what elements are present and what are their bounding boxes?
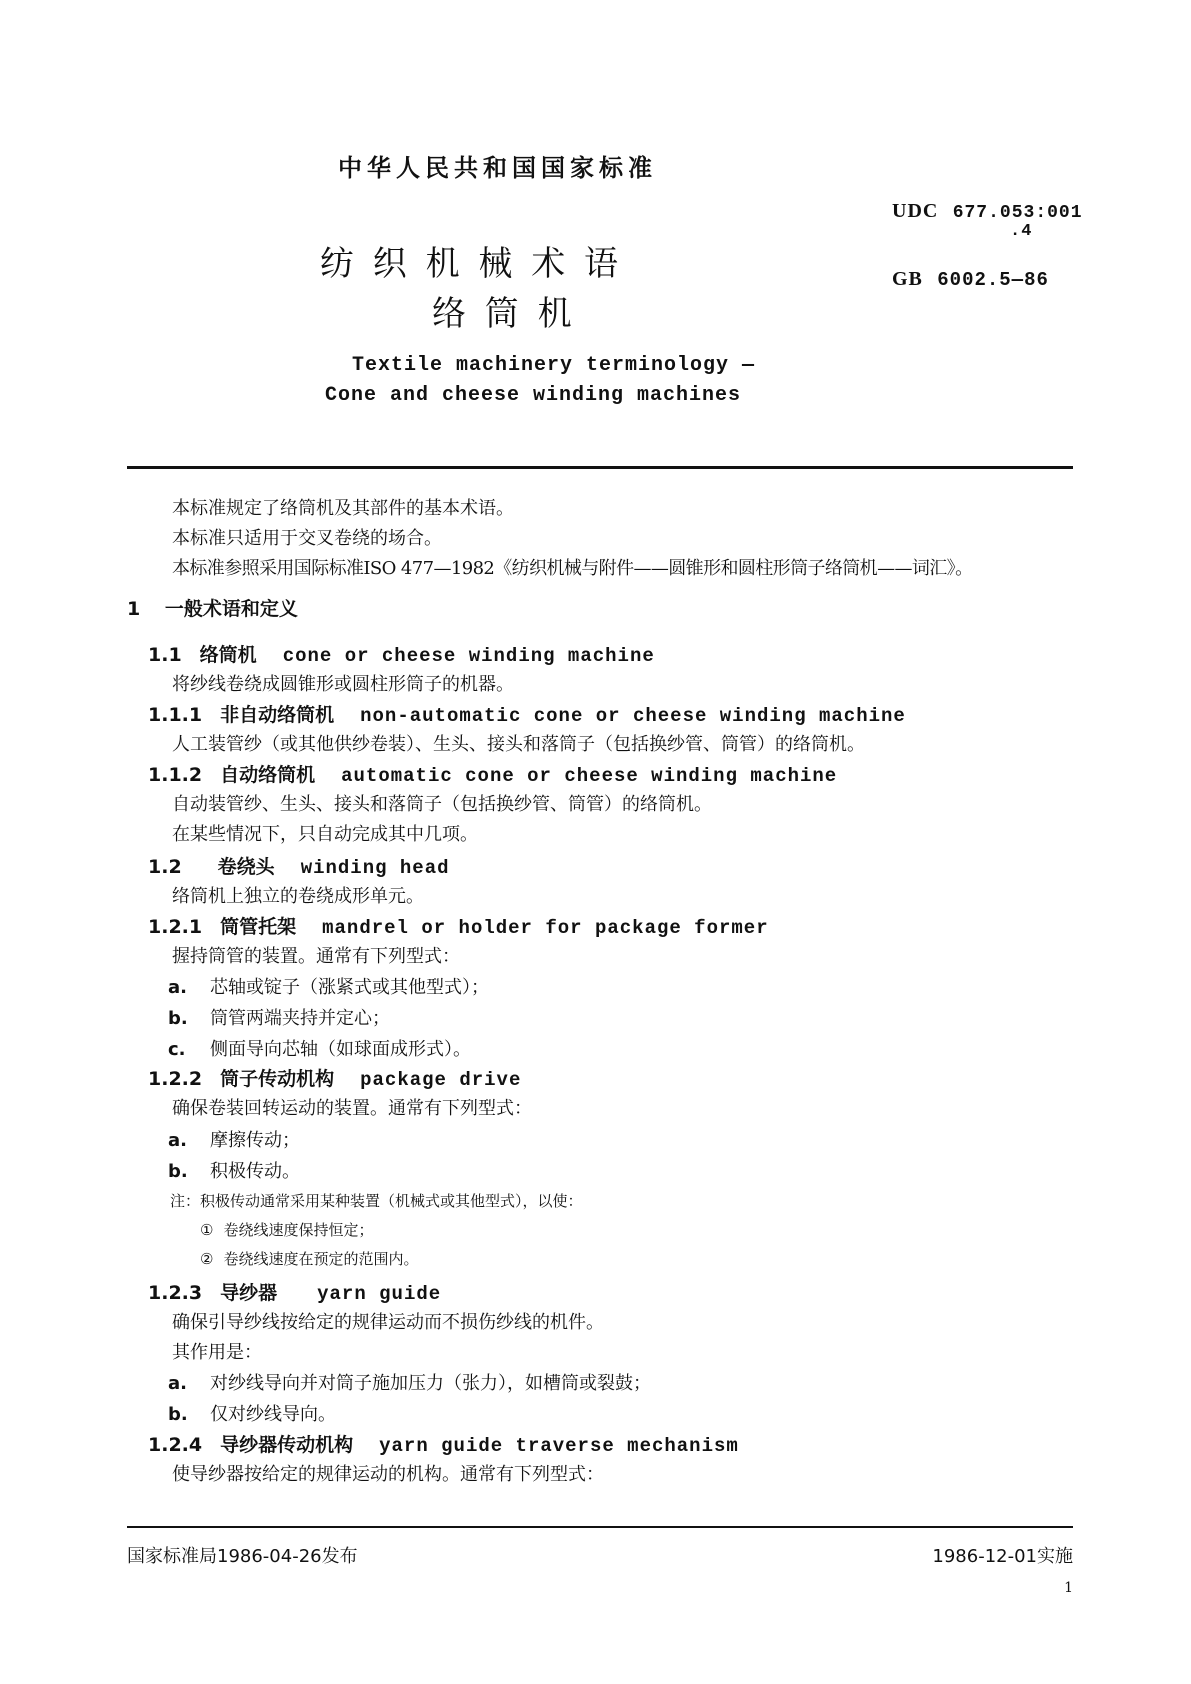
definition: 自动装管纱、生头、接头和落筒子（包括换纱管、筒管）的络筒机。 bbox=[172, 794, 712, 815]
note-text: 卷绕线速度在预定的范围内。 bbox=[223, 1250, 419, 1268]
term-en: package drive bbox=[360, 1069, 522, 1091]
term-en: winding head bbox=[300, 857, 450, 879]
term-number: 1.1.2 bbox=[148, 764, 203, 786]
list-text: 侧面导向芯轴（如球面成形式）。 bbox=[210, 1039, 471, 1060]
udc-label: UDC bbox=[892, 200, 939, 222]
term-1-2-3 bbox=[148, 1278, 441, 1305]
term-1-2-4 bbox=[148, 1430, 739, 1457]
intro-line-3: 本标准参照采用国际标准ISO 477—1982《纺织机械与附件——圆锥形和圆柱形筒子络筒机——词汇》。 bbox=[172, 558, 973, 579]
definition: 确保引导纱线按给定的规律运动而不损伤纱线的机件。 bbox=[172, 1312, 604, 1333]
intro-line-1: 本标准规定了络筒机及其部件的基本术语。 bbox=[172, 498, 514, 519]
term-1-1-1 bbox=[148, 700, 906, 727]
footer-rule bbox=[127, 1526, 1073, 1528]
list-item bbox=[168, 1004, 390, 1030]
gb-number: 6002.5—86 bbox=[937, 269, 1049, 291]
list-letter: b. bbox=[168, 1161, 188, 1182]
gb-label: GB bbox=[892, 268, 923, 290]
list-letter: b. bbox=[168, 1008, 188, 1029]
term-en: yarn guide bbox=[317, 1283, 442, 1305]
term-cn: 非自动络筒机 bbox=[220, 704, 335, 726]
intro-line-2: 本标准只适用于交叉卷绕的场合。 bbox=[172, 528, 442, 549]
list-text: 仅对纱线导向。 bbox=[210, 1404, 336, 1425]
list-letter: a. bbox=[168, 1373, 187, 1394]
definition: 握持筒管的装置。通常有下列型式： bbox=[172, 946, 460, 967]
note-mark: ① bbox=[200, 1221, 214, 1239]
list-letter: b. bbox=[168, 1404, 188, 1425]
definition-note: 其作用是： bbox=[172, 1342, 262, 1363]
list-item bbox=[168, 1126, 300, 1152]
udc-code: 677.053:001 bbox=[952, 203, 1083, 223]
term-number: 1.2.4 bbox=[148, 1434, 203, 1456]
list-text: 芯轴或锭子（涨紧式或其他型式）； bbox=[210, 977, 489, 998]
list-text: 积极传动。 bbox=[210, 1161, 300, 1182]
term-cn: 筒管托架 bbox=[220, 916, 297, 938]
term-en: cone or cheese winding machine bbox=[282, 645, 655, 667]
term-number: 1.2.3 bbox=[148, 1282, 203, 1304]
list-item bbox=[168, 973, 489, 999]
list-item bbox=[168, 1369, 651, 1395]
page-number: 1 bbox=[1064, 1580, 1073, 1596]
note-text: 卷绕线速度保持恒定； bbox=[223, 1221, 374, 1239]
note-mark: ② bbox=[200, 1250, 214, 1268]
term-en: yarn guide traverse mechanism bbox=[379, 1435, 739, 1457]
term-en: automatic cone or cheese winding machine bbox=[341, 765, 838, 787]
section-1-number: 1 bbox=[127, 598, 141, 620]
note-item bbox=[200, 1248, 418, 1269]
term-en: non-automatic cone or cheese winding machine bbox=[360, 705, 906, 727]
term-1-2-1 bbox=[148, 912, 769, 939]
title-en-line1: Textile machinery terminology — bbox=[352, 354, 756, 377]
term-cn: 筒子传动机构 bbox=[220, 1068, 335, 1090]
national-standard-heading: 中华人民共和国国家标准 bbox=[338, 154, 657, 182]
term-en: mandrel or holder for package former bbox=[322, 917, 769, 939]
term-1-2-2 bbox=[148, 1064, 521, 1091]
list-item bbox=[168, 1400, 336, 1426]
term-number: 1.2 bbox=[148, 856, 182, 878]
term-cn: 卷绕头 bbox=[217, 856, 275, 878]
udc-code-suffix: .4 bbox=[1010, 222, 1033, 241]
note: 注：积极传动通常采用某种装置（机械式或其他型式），以使： bbox=[170, 1192, 583, 1210]
effective-date: 1986-12-01实施 bbox=[932, 1546, 1073, 1567]
list-letter: a. bbox=[168, 977, 187, 998]
list-item bbox=[168, 1157, 300, 1183]
term-number: 1.2.1 bbox=[148, 916, 203, 938]
term-cn: 导纱器传动机构 bbox=[220, 1434, 354, 1456]
definition-note: 在某些情况下，只自动完成其中几项。 bbox=[172, 824, 478, 845]
definition: 将纱线卷绕成圆锥形或圆柱形筒子的机器。 bbox=[172, 674, 514, 695]
term-cn: 自动络筒机 bbox=[220, 764, 316, 786]
term-cn: 导纱器 bbox=[220, 1282, 278, 1304]
section-1-title: 一般术语和定义 bbox=[164, 598, 298, 620]
gb-line bbox=[892, 266, 1049, 291]
term-1-1-2 bbox=[148, 760, 837, 787]
definition: 确保卷装回转运动的装置。通常有下列型式： bbox=[172, 1098, 532, 1119]
term-cn: 络筒机 bbox=[199, 644, 257, 666]
term-1-2 bbox=[148, 852, 450, 879]
section-1-heading bbox=[127, 594, 298, 621]
definition: 人工装管纱（或其他供纱卷装）、生头、接头和落筒子（包括换纱管、筒管）的络筒机。 bbox=[172, 734, 865, 755]
definition: 使导纱器按给定的规律运动的机构。通常有下列型式： bbox=[172, 1464, 604, 1485]
list-letter: c. bbox=[168, 1039, 186, 1060]
header-rule bbox=[127, 466, 1073, 469]
udc-line bbox=[892, 198, 1083, 223]
list-item bbox=[168, 1035, 471, 1061]
title-en-line2: Cone and cheese winding machines bbox=[325, 384, 742, 407]
list-text: 对纱线导向并对筒子施加压力（张力），如槽筒或裂鼓； bbox=[210, 1373, 651, 1394]
list-letter: a. bbox=[168, 1130, 187, 1151]
issued-date: 国家标准局1986-04-26发布 bbox=[127, 1546, 358, 1567]
term-number: 1.1.1 bbox=[148, 704, 203, 726]
term-number: 1.1 bbox=[148, 644, 182, 666]
list-text: 摩擦传动； bbox=[210, 1130, 300, 1151]
term-number: 1.2.2 bbox=[148, 1068, 203, 1090]
list-text: 筒管两端夹持并定心； bbox=[210, 1008, 390, 1029]
title-cn-line1: 纺 织 机 械 术 语 bbox=[320, 244, 623, 284]
definition: 络筒机上独立的卷绕成形单元。 bbox=[172, 886, 424, 907]
title-cn-line2: 络 筒 机 bbox=[432, 294, 576, 334]
note-item bbox=[200, 1219, 373, 1240]
term-1-1 bbox=[148, 640, 655, 667]
